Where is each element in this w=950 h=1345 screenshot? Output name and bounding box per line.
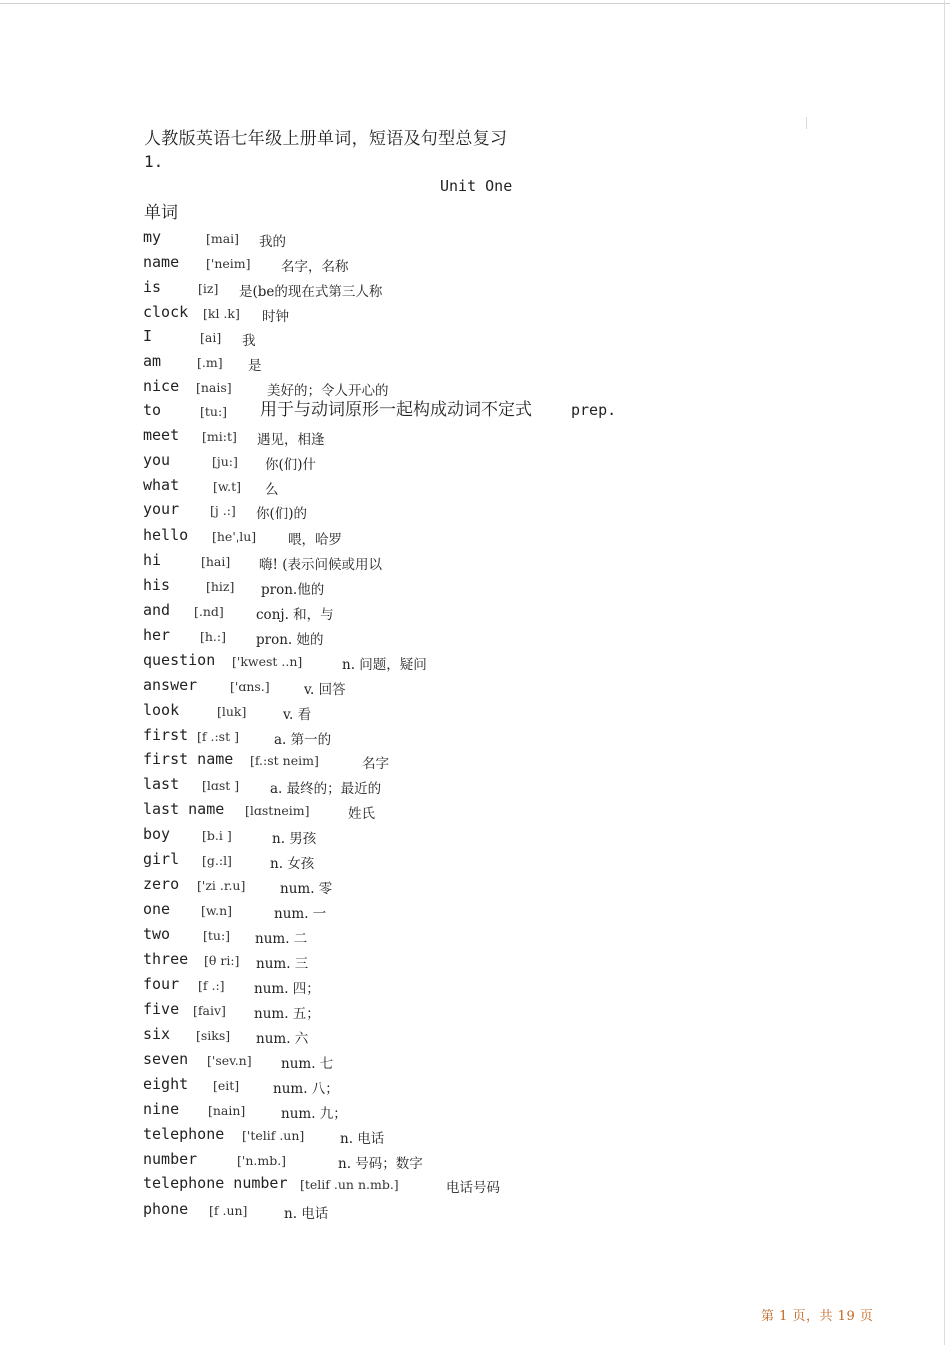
vocab-word: look xyxy=(143,701,180,719)
section-label: 单词 xyxy=(144,203,178,223)
vocab-pronunciation: [f .:st ] xyxy=(197,729,239,744)
vocab-row xyxy=(0,726,950,750)
vocab-meaning: pron.他的 xyxy=(261,582,325,598)
vocab-word: is xyxy=(143,278,162,296)
vocab-word: five xyxy=(143,1000,180,1018)
vocab-pronunciation: [eit] xyxy=(213,1078,240,1093)
vocab-row xyxy=(0,401,950,425)
vocab-pronunciation: [h.:] xyxy=(200,629,226,644)
vocab-row xyxy=(0,1000,950,1024)
vocab-word: three xyxy=(143,950,189,968)
vocab-word: telephone xyxy=(143,1125,225,1143)
vocab-row xyxy=(0,651,950,675)
vocab-meaning: 电话号码 xyxy=(446,1180,500,1196)
vocab-pronunciation: [f .un] xyxy=(209,1203,248,1218)
vocab-row xyxy=(0,825,950,849)
vocab-meaning: 你(们)的 xyxy=(256,506,308,522)
vocab-meaning: num. 零 xyxy=(280,881,333,897)
vocab-word: what xyxy=(143,476,180,494)
vocab-pronunciation: [.nd] xyxy=(194,604,224,619)
vocab-row xyxy=(0,975,950,999)
vocab-meaning: v. 看 xyxy=(283,707,312,723)
vocab-meaning: 名字 xyxy=(362,756,389,772)
vocab-pronunciation: ['sev.n] xyxy=(207,1053,252,1068)
vocab-pronunciation: [iz] xyxy=(198,281,219,296)
vocab-word: name xyxy=(143,253,180,271)
vocab-word: nine xyxy=(143,1100,180,1118)
vocab-meaning: n. 号码；数字 xyxy=(338,1156,423,1172)
vocab-row xyxy=(0,1050,950,1074)
vocab-meaning: n. 电话 xyxy=(340,1131,385,1147)
vocab-meaning: 名字，名称 xyxy=(281,259,349,275)
vocab-pronunciation: [mai] xyxy=(206,231,240,246)
vocab-meaning: a. 最终的；最近的 xyxy=(270,781,382,797)
vocab-row xyxy=(0,500,950,524)
vocab-row xyxy=(0,701,950,725)
vocab-word: four xyxy=(143,975,180,993)
vocab-row xyxy=(0,775,950,799)
vocab-meaning: n. 男孩 xyxy=(272,831,317,847)
vocab-pronunciation: [siks] xyxy=(196,1028,231,1043)
vocab-row xyxy=(0,1025,950,1049)
vocab-word: girl xyxy=(143,850,180,868)
vocab-meaning: 我的 xyxy=(259,234,286,250)
vocab-word: seven xyxy=(143,1050,189,1068)
vocab-row xyxy=(0,1100,950,1124)
vocab-row xyxy=(0,278,950,302)
vocab-meaning: a. 第一的 xyxy=(274,732,332,748)
vocab-pronunciation: [w.t] xyxy=(213,479,241,494)
vocab-meaning: num. 一 xyxy=(274,906,327,922)
vocab-pronunciation: [ju:] xyxy=(212,454,238,469)
top-border-line xyxy=(0,3,950,4)
vocab-pronunciation: ['telif .un] xyxy=(242,1128,305,1143)
vocab-word: telephone number xyxy=(143,1174,288,1192)
vocab-word: phone xyxy=(143,1200,189,1218)
vocab-pronunciation: [ai] xyxy=(200,330,222,345)
vocab-word: first xyxy=(143,726,189,744)
vocab-pronunciation: [lɑstneim] xyxy=(245,803,310,818)
vocab-row xyxy=(0,1125,950,1149)
vocab-row xyxy=(0,1150,950,1174)
vocab-pronunciation: [θ ri:] xyxy=(204,953,240,968)
vocab-meaning: num. 四； xyxy=(254,981,320,997)
vocab-meaning: num. 五； xyxy=(254,1006,320,1022)
vocab-word: nice xyxy=(143,377,180,395)
vocab-meaning: num. 九； xyxy=(281,1106,347,1122)
vocab-word: last xyxy=(143,775,180,793)
vocab-row xyxy=(0,228,950,252)
vocab-pronunciation: [mi:t] xyxy=(202,429,237,444)
vocab-meaning: 你(们)什 xyxy=(265,457,317,473)
vocab-meaning: 时钟 xyxy=(262,309,289,325)
vocab-pronunciation: [b.i ] xyxy=(202,828,232,843)
vocab-meaning: 用于与动词原形一起构成动词不定式 xyxy=(260,400,532,420)
unit-heading: Unit One xyxy=(440,177,513,195)
vocab-word: eight xyxy=(143,1075,189,1093)
vocab-row xyxy=(0,601,950,625)
vocab-pronunciation: [hiz] xyxy=(206,579,235,594)
vocab-pronunciation: [telif .un n.mb.] xyxy=(300,1177,399,1192)
page-footer: 第 1 页，共 19 页 xyxy=(761,1309,874,1324)
vocab-meaning: num. 八； xyxy=(273,1081,339,1097)
vocab-pronunciation: [j .:] xyxy=(210,503,236,518)
vocab-meaning: n. 电话 xyxy=(284,1206,329,1222)
vocab-row xyxy=(0,1174,950,1198)
vocab-meaning: 是 xyxy=(248,358,262,374)
vocab-word: his xyxy=(143,576,171,594)
vocab-pronunciation: [kl .k] xyxy=(203,306,240,321)
vocab-pronunciation: ['n.mb.] xyxy=(237,1153,287,1168)
vocab-row xyxy=(0,900,950,924)
vocab-meaning: 遇见，相逢 xyxy=(257,432,325,448)
vocab-word: one xyxy=(143,900,171,918)
vocab-meaning: 是(be的现在式第三人称 xyxy=(239,284,383,300)
vocab-word: am xyxy=(143,352,162,370)
vocab-word: first name xyxy=(143,750,234,768)
vocab-word: you xyxy=(143,451,171,469)
vocab-pronunciation: ['ɑns.] xyxy=(230,679,270,694)
vocab-row xyxy=(0,526,950,550)
vocab-meaning: num. 六 xyxy=(256,1031,309,1047)
vocab-row xyxy=(0,850,950,874)
vocab-pronunciation: [nain] xyxy=(208,1103,246,1118)
vocab-row xyxy=(0,925,950,949)
vocab-row xyxy=(0,750,950,774)
vocab-word: hi xyxy=(143,551,162,569)
vocab-word: two xyxy=(143,925,171,943)
section-number: 1. xyxy=(144,152,164,171)
vocab-row xyxy=(0,1200,950,1224)
vocab-meaning: n. 女孩 xyxy=(270,856,315,872)
vocab-meaning: 我 xyxy=(242,333,256,349)
vocab-word: zero xyxy=(143,875,180,893)
vocab-meaning: 喂，哈罗 xyxy=(288,532,342,548)
vocab-row xyxy=(0,352,950,376)
vocab-pronunciation: [.m] xyxy=(197,355,223,370)
vocab-pronunciation: [he'ˌlu] xyxy=(212,529,257,544)
vocab-row xyxy=(0,875,950,899)
vocab-meaning: 嗨! (表示问候或用以 xyxy=(259,557,382,573)
vocab-word: clock xyxy=(143,303,189,321)
vocab-word: I xyxy=(143,327,153,345)
vocab-part-of-speech: prep. xyxy=(571,401,617,419)
vocab-pronunciation: [f .:] xyxy=(198,978,225,993)
vocab-pronunciation: ['zi .r.u] xyxy=(197,878,246,893)
vocab-word: meet xyxy=(143,426,180,444)
vocab-word: six xyxy=(143,1025,171,1043)
vocab-row xyxy=(0,426,950,450)
vocab-meaning: 姓氏 xyxy=(348,806,375,822)
vocab-pronunciation: [hai] xyxy=(201,554,231,569)
vocab-pronunciation: ['kwest ..n] xyxy=(232,654,303,669)
vocab-meaning: 美好的；令人开心的 xyxy=(267,383,389,399)
vocab-row xyxy=(0,451,950,475)
vocab-word: question xyxy=(143,651,216,669)
vocab-row xyxy=(0,950,950,974)
vocab-pronunciation: [luk] xyxy=(217,704,247,719)
vocab-pronunciation: [tu:] xyxy=(200,404,228,419)
vocab-meaning: v. 回答 xyxy=(304,682,346,698)
vocab-row xyxy=(0,1075,950,1099)
vocab-row xyxy=(0,676,950,700)
vocab-row xyxy=(0,476,950,500)
vocab-row xyxy=(0,551,950,575)
vocab-pronunciation: ['neim] xyxy=(206,256,251,271)
vocab-meaning: num. 七 xyxy=(281,1056,334,1072)
vocab-row xyxy=(0,253,950,277)
vocab-row xyxy=(0,800,950,824)
vocab-word: hello xyxy=(143,526,189,544)
vocab-word: number xyxy=(143,1150,198,1168)
vocab-pronunciation: [g.:l] xyxy=(202,853,232,868)
vocab-pronunciation: [w.n] xyxy=(201,903,232,918)
vocab-row xyxy=(0,327,950,351)
vocab-word: last name xyxy=(143,800,225,818)
vocab-meaning: conj. 和，与 xyxy=(256,607,334,623)
vocab-pronunciation: [faiv] xyxy=(193,1003,226,1018)
vocab-word: her xyxy=(143,626,171,644)
vocab-pronunciation: [tu:] xyxy=(203,928,231,943)
vocab-word: answer xyxy=(143,676,198,694)
vocab-word: your xyxy=(143,500,180,518)
vocab-word: to xyxy=(143,401,162,419)
vocab-pronunciation: [lɑst ] xyxy=(202,778,240,793)
vocab-word: boy xyxy=(143,825,171,843)
vocab-meaning: num. 三 xyxy=(256,956,309,972)
margin-mark xyxy=(806,117,807,129)
vocab-row xyxy=(0,576,950,600)
vocab-row xyxy=(0,303,950,327)
vocab-meaning: n. 问题，疑问 xyxy=(342,657,427,673)
vocab-word: and xyxy=(143,601,171,619)
document-title: 人教版英语七年级上册单词，短语及句型总复习 xyxy=(144,129,508,149)
vocab-meaning: 么 xyxy=(265,482,279,498)
vocab-meaning: num. 二 xyxy=(255,931,308,947)
vocab-word: my xyxy=(143,228,162,246)
vocab-meaning: pron. 她的 xyxy=(256,632,324,648)
vocab-row xyxy=(0,626,950,650)
vocab-pronunciation: [f.:st neim] xyxy=(250,753,319,768)
vocab-pronunciation: [nais] xyxy=(196,380,232,395)
